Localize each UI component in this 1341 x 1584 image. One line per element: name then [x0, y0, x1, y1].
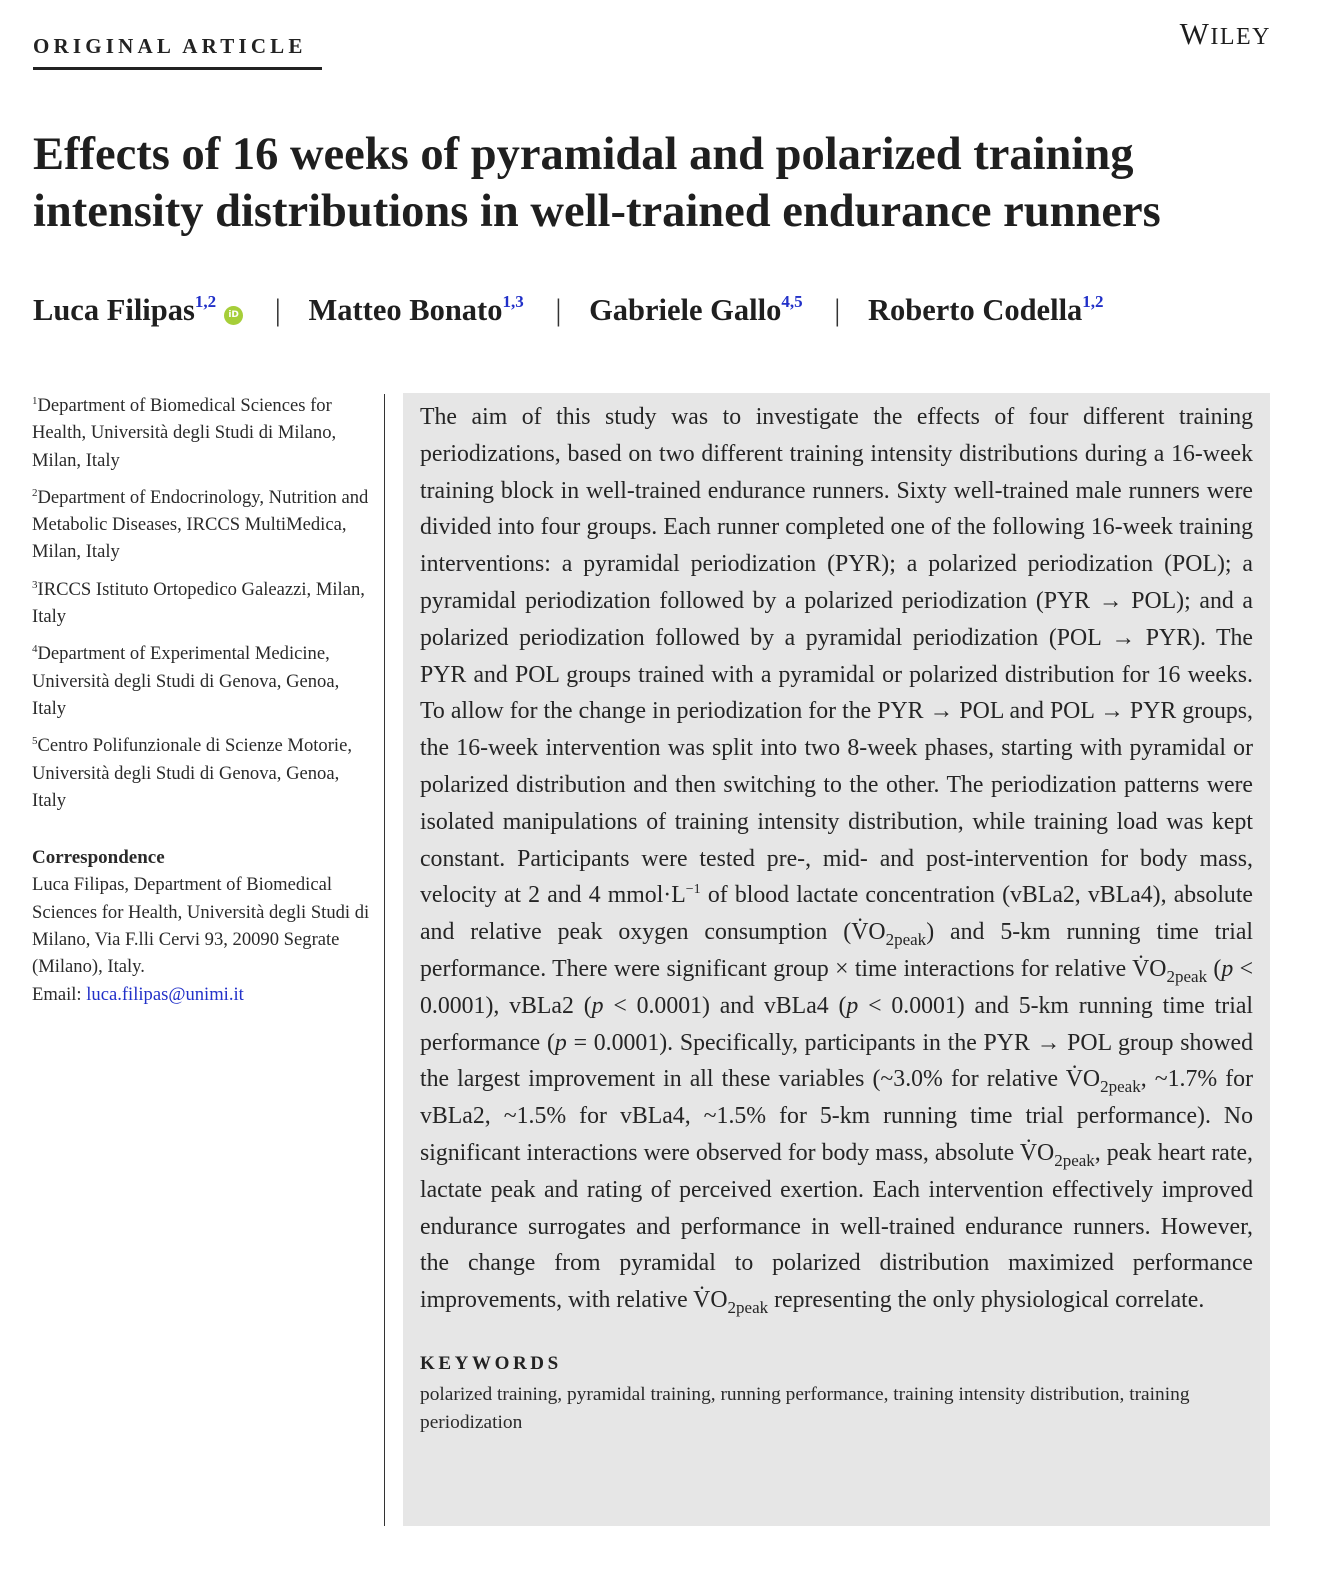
author-affiliation-link[interactable]: 1,3 — [502, 292, 524, 311]
author-list — [33, 292, 1104, 328]
author-separator: | — [555, 293, 562, 327]
vo2-symbol: V̇O — [1132, 955, 1167, 982]
p-value-symbol: p — [591, 992, 604, 1019]
section-label-underline — [33, 67, 322, 70]
subscript: 2peak — [727, 1298, 769, 1318]
superscript: −1 — [685, 882, 701, 898]
abstract-segment: representing the only physiological correlate. — [768, 1287, 1205, 1314]
affiliation-text: Department of Endocrinology, Nutrition and Metabolic Diseases, IRCCS MultiMedica, Milan, Italy — [32, 486, 369, 563]
affiliation-text: Department of Biomedical Sciences for Health, Università degli Studi di Milano, Milan, Italy — [32, 395, 337, 471]
affiliation — [32, 480, 372, 566]
keywords-heading: KEYWORDS — [420, 1352, 562, 1374]
abstract-box — [403, 393, 1270, 1526]
keywords-list: polarized training, pyramidal training, running performance, training intensity distribution, training periodization — [420, 1383, 1190, 1433]
publisher-logo: WILEY — [1179, 16, 1271, 51]
abstract-segment: , ~1.7% for vBLa2, ~1.5% for vBLa4, ~1.5% for 5-km running time trial performance). No significant interactions were observed for body mass, absolute — [420, 1066, 1253, 1166]
affiliation-number: 5 — [32, 735, 38, 748]
affiliation-text: Centro Polifunzionale di Scienze Motorie, Università degli Studi di Genova, Genoa, Italy — [32, 735, 352, 811]
vo2-symbol: V̇O — [1019, 1139, 1055, 1166]
abstract-segment: = 0.0001). Specifically, participants in the PYR → POL group showed the largest improvement in all these variables (~3.0% for relative — [420, 1029, 1253, 1093]
affiliation — [32, 388, 372, 474]
subscript: 2peak — [1166, 966, 1208, 986]
article-title: Effects of 16 weeks of pyramidal and polarized training intensity distributions in well-trained endurance runners — [33, 129, 1161, 237]
vo2-symbol: V̇O — [1065, 1066, 1101, 1093]
author-name: Matteo Bonato — [308, 293, 503, 327]
vo2-symbol: V̇O — [851, 919, 886, 946]
affiliation-number: 4 — [32, 643, 38, 656]
author-separator: | — [834, 293, 841, 327]
abstract-segment: < 0.0001), vBLa2 ( — [420, 955, 1253, 1019]
abstract-segment: < 0.0001) and 5-km running time trial performance ( — [420, 992, 1253, 1056]
affiliation-number: 2 — [32, 486, 38, 499]
email-link[interactable]: luca.filipas@unimi.it — [86, 983, 244, 1005]
subscript: 2peak — [1054, 1150, 1095, 1170]
author-affiliation-link[interactable]: 4,5 — [781, 292, 803, 311]
affiliation — [32, 636, 372, 722]
abstract-text — [420, 399, 1253, 1319]
correspondence-address: Luca Filipas, Department of Biomedical Sciences for Health, Università degli Studi di Milano, Via F.lli Cervi 93, 20090 Segrate (Milano), Italy. — [32, 874, 370, 978]
author-affiliation-link[interactable]: 1,2 — [1082, 292, 1104, 311]
author-name: Luca Filipas — [33, 293, 195, 327]
abstract-segment: ) and 5-km running time trial performance. There were significant group × time interactions for relative — [420, 919, 1254, 982]
affiliation-number: 3 — [32, 578, 38, 591]
abstract-segment: , peak heart rate, lactate peak and rating of perceived exertion. Each intervention effectively improved endurance surrogates and performance in well-trained endurance runners. However, the change from pyramidal to polarized distribution maximized performance improvements, with relative — [420, 1139, 1253, 1314]
author-separator: | — [274, 293, 281, 327]
affiliation-text: Department of Experimental Medicine, Università degli Studi di Genova, Genoa, Italy — [32, 643, 340, 719]
p-value-symbol: p — [554, 1029, 567, 1056]
affiliation-number: 1 — [32, 395, 38, 407]
abstract-segment: of blood lactate concentration (vBLa2, vBLa4), absolute and relative peak oxygen consumption ( — [420, 882, 1253, 946]
subscript: 2peak — [1100, 1077, 1141, 1097]
vo2-symbol: V̇O — [693, 1287, 728, 1314]
column-divider — [384, 394, 385, 1526]
author-name: Roberto Codella — [867, 293, 1083, 327]
correspondence-heading: Correspondence — [32, 847, 165, 869]
orcid-icon[interactable]: iD — [224, 306, 243, 325]
section-label: ORIGINAL ARTICLE — [33, 34, 307, 58]
author-name: Gabriele Gallo — [589, 293, 782, 327]
abstract-segment: ( — [1207, 955, 1222, 982]
abstract-segment: < 0.0001) and vBLa4 ( — [603, 992, 847, 1019]
author-affiliation-link[interactable]: 1,2 — [194, 292, 217, 311]
email-label: Email: — [32, 983, 82, 1005]
abstract-segment: The aim of this study was to investigate the effects of four different training periodizations, based on two different training intensity distributions during a 16-week training block in well-trained endurance runners. Sixty well-trained male runners were divided into four groups. Each runner completed one of the following 16-week training interventions: a pyramidal periodization (PYR); a polarized periodization (POL); a pyramidal periodization followed by a polarized periodization (PYR → POL); and a polarized periodization followed by a pyramidal periodization (POL → PYR). The PYR and POL groups trained with a pyramidal or polarized distribution for 16 weeks. To allow for the change in periodization for the PYR → POL and POL → PYR groups, the 16-week intervention was split into two 8-week phases, starting with pyramidal or polarized distribution and then switching to the other. The periodization patterns were isolated manipulations of training intensity distribution, while training load was kept constant. Participants were tested pre-, mid- and post-intervention for body mass, velocity at 2 and 4 mmol·L — [420, 404, 1253, 909]
subscript: 2peak — [885, 930, 927, 950]
correspondence-text — [32, 871, 372, 1007]
p-value-symbol: p — [1221, 955, 1234, 982]
affiliation — [32, 728, 372, 814]
p-value-symbol: p — [846, 992, 859, 1019]
article-sidebar — [32, 388, 372, 1008]
affiliation — [32, 572, 372, 631]
affiliation-text: IRCCS Istituto Ortopedico Galeazzi, Milan, Italy — [32, 578, 365, 628]
